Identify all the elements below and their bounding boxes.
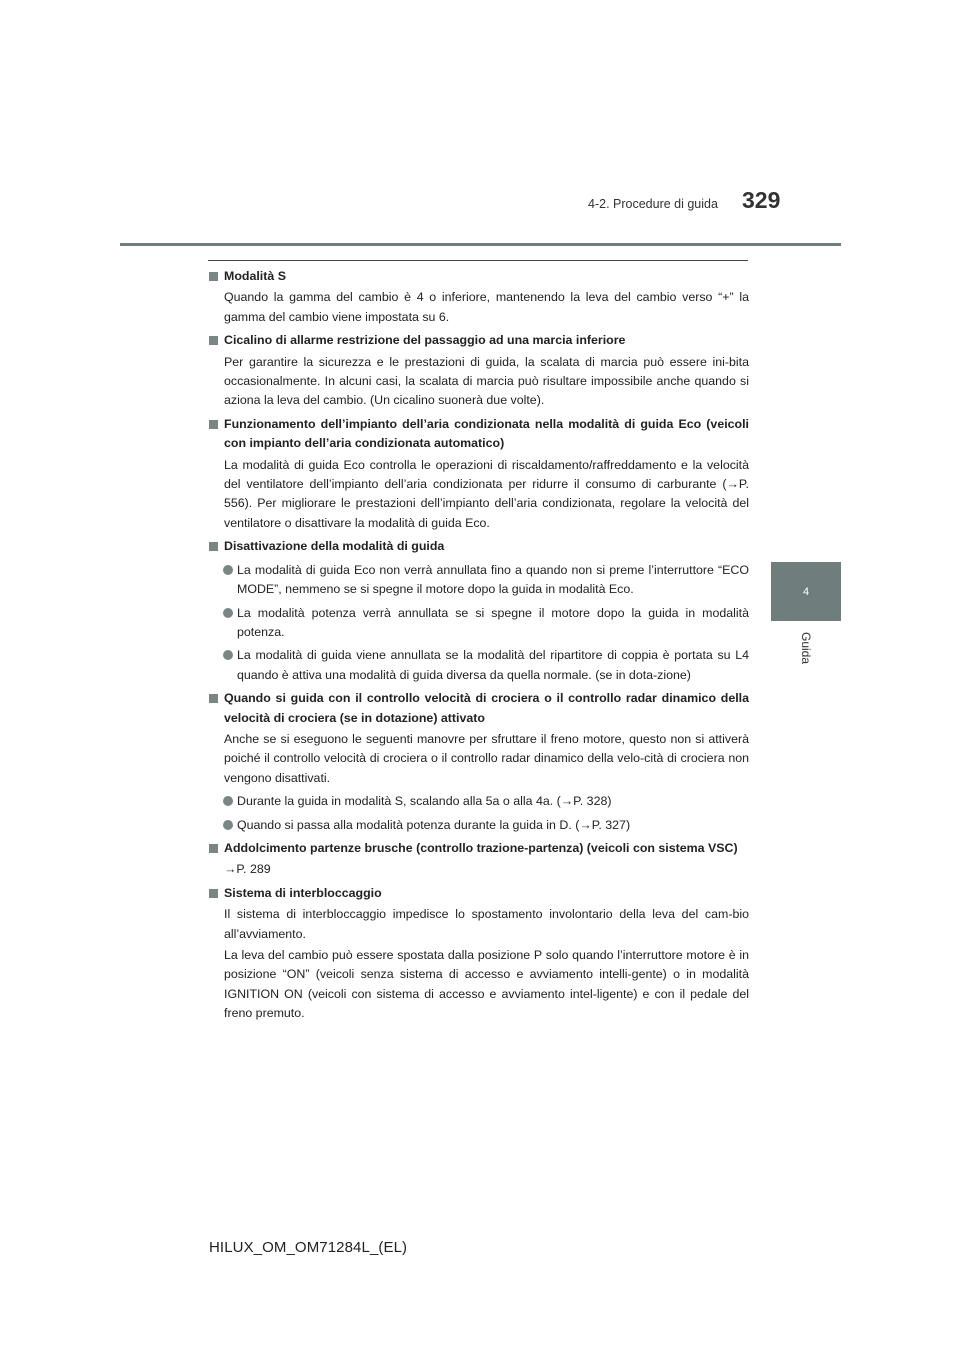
- paragraph: La leva del cambio può essere spostata dalla posizione P solo quando l’interruttore motore è in posizione “ON” (veicoli senza sistema di accesso e avviamento intelli-gente) o in modalità IGNITION ON (veicoli con sistema di accesso e avviamento intel-ligente) e con il pedale del freno premuto.: [224, 948, 749, 1021]
- bullet-item: [209, 816, 749, 835]
- section: [209, 331, 749, 411]
- content-body: [209, 265, 749, 1028]
- section-title-text: Addolcimento partenze brusche (controllo trazione-partenza) (veicoli con sistema VSC): [224, 840, 738, 855]
- chapter-label: Guida: [799, 631, 813, 665]
- section: [209, 537, 749, 685]
- paragraph: Quando la gamma del cambio è 4 o inferiore, mantenendo la leva del cambio verso “+” la gamma del cambio viene impostata su 6.: [224, 290, 749, 324]
- section: [209, 839, 749, 880]
- bullet-text: La modalità di guida Eco non verrà annullata fino a quando non si preme l’interruttore “ECO MODE”, nemmeno se si spegne il motore dopo la guida in modalità Eco.: [237, 562, 749, 597]
- section: [209, 267, 749, 327]
- section: [209, 689, 749, 835]
- section-title-text: Cicalino di allarme restrizione del passaggio ad una marcia inferiore: [224, 333, 626, 348]
- bullet-item: [209, 604, 749, 643]
- section-title: [209, 415, 749, 454]
- section-title: [209, 884, 749, 903]
- circle-bullet-icon: [223, 608, 233, 618]
- page-number: 329: [742, 187, 781, 213]
- circle-bullet-icon: [223, 820, 233, 830]
- square-bullet-icon: [209, 542, 218, 551]
- section-title-text: Modalità S: [224, 269, 286, 283]
- square-bullet-icon: [209, 694, 218, 703]
- section-title: [209, 267, 749, 286]
- section-title: [209, 689, 749, 728]
- paragraph: Per garantire la sicurezza e le prestazioni di guida, la scalata di marcia può essere ini-bita occasionalmente. In alcuni casi, la scalata di marcia può risultare impossibile anche quando si aziona la leva del cambio. (Un cicalino suonerà due volte).: [224, 354, 749, 408]
- bullet-text: La modalità potenza verrà annullata se si spegne il motore dopo la guida in modalità potenza.: [237, 605, 749, 639]
- section: [209, 884, 749, 1024]
- content-top-rule: [208, 260, 748, 261]
- bullet-item: [209, 561, 749, 600]
- bullet-text: Quando si passa alla modalità potenza durante la guida in D. (→P. 327): [237, 817, 631, 832]
- square-bullet-icon: [209, 889, 218, 898]
- bullet-item: [209, 646, 749, 685]
- chapter-label-container: [770, 626, 842, 670]
- section-title: [209, 839, 749, 858]
- footer-document-code: HILUX_OM_OM71284L_(EL): [209, 1239, 408, 1256]
- chapter-number: 4: [802, 585, 810, 598]
- bullet-text: Durante la guida in modalità S, scalando alla 5a o alla 4a. (→P. 328): [237, 794, 612, 809]
- section-title-text: Quando si guida con il controllo velocità di crociera o il controllo radar dinamico della velocità di crociera (se in dotazione) attivato: [224, 691, 749, 725]
- bullet-item: [209, 792, 749, 811]
- section-title: [209, 331, 749, 350]
- section-title: [209, 537, 749, 556]
- circle-bullet-icon: [223, 565, 233, 575]
- paragraph: Il sistema di interbloccaggio impedisce lo spostamento involontario della leva del cam-bio all’avviamento.: [224, 907, 749, 941]
- header-rule: [120, 243, 841, 246]
- section-title-text: Sistema di interbloccaggio: [224, 885, 382, 900]
- square-bullet-icon: [209, 336, 218, 345]
- section-title-text: Disattivazione della modalità di guida: [224, 539, 445, 554]
- paragraph: Anche se si eseguono le seguenti manovre per sfruttare il freno motore, questo non si attiverà poiché il controllo velocità di crociera o il controllo radar dinamico della velo-cità di crociera non vengono disattivati.: [224, 731, 749, 785]
- circle-bullet-icon: [223, 650, 233, 660]
- square-bullet-icon: [209, 844, 218, 853]
- section-title-text: Funzionamento dell’impianto dell’aria condizionata nella modalità di guida Eco (veicoli con impianto dell’aria condizionata automatico): [224, 416, 749, 451]
- section: [209, 415, 749, 533]
- paragraph: →P. 289: [224, 862, 271, 877]
- paragraph: La modalità di guida Eco controlla le operazioni di riscaldamento/raffreddamento e la velocità del ventilatore dell’impianto dell’aria condizionata per ridurre il consumo di carburante (→P. 556). Per migliorare le prestazioni dell’impianto dell’aria condizionata, regolare la velocità del ventilatore o disattivare la modalità di guida Eco.: [224, 457, 749, 530]
- bullet-text: La modalità di guida viene annullata se la modalità del ripartitore di coppia è portata su L4 quando è attiva una modalità di guida diversa da quella normale. (se in dota-zione): [237, 648, 749, 682]
- square-bullet-icon: [209, 272, 218, 281]
- square-bullet-icon: [209, 420, 218, 429]
- circle-bullet-icon: [223, 796, 233, 806]
- chapter-tab: [771, 562, 841, 621]
- header-section-title: 4-2. Procedure di guida: [588, 197, 718, 211]
